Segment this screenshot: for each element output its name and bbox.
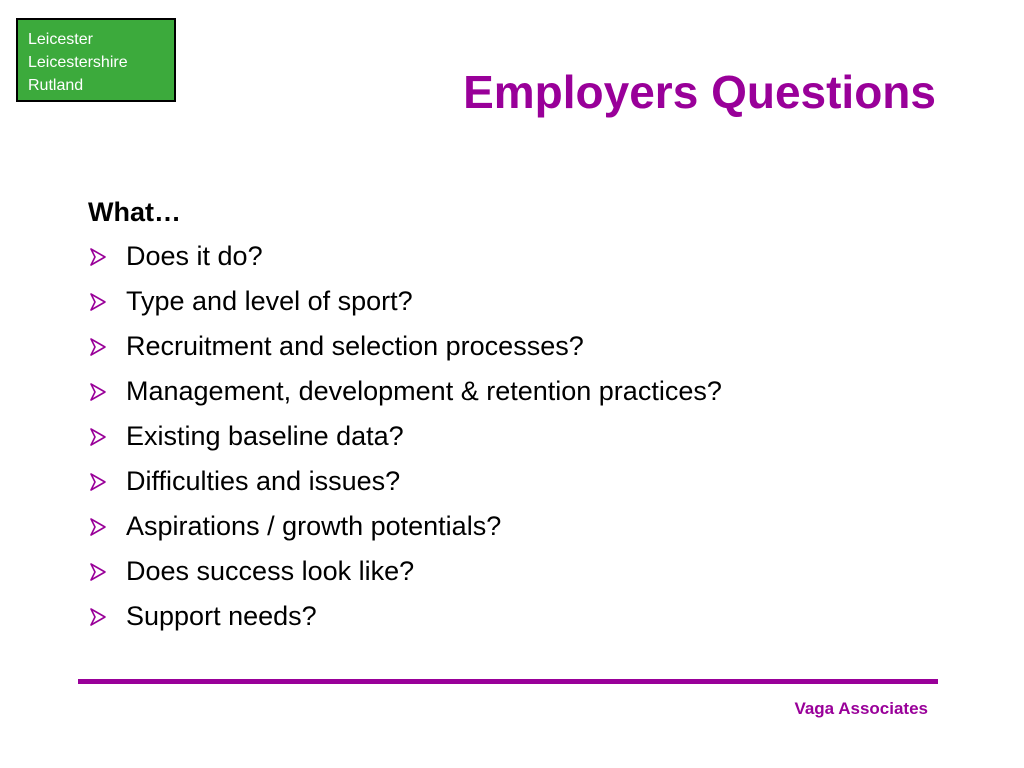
bullet-list [88,234,988,639]
arrow-bullet-icon [88,427,126,447]
arrow-bullet-icon [88,472,126,492]
bullet-item [88,324,988,369]
lead-heading: What… [88,197,181,227]
bullet-text: Does it do? [126,241,263,271]
bullet-item [88,504,988,549]
arrow-bullet-icon [88,607,126,627]
arrow-bullet-icon [88,337,126,357]
bullet-text: Does success look like? [126,556,415,586]
bullet-item [88,549,988,594]
arrow-bullet-icon [88,517,126,537]
logo-line-3: Rutland [28,77,84,94]
footer-credit: Vaga Associates [794,699,928,718]
logo-line-1: Leicester [28,31,93,48]
arrow-bullet-icon [88,247,126,267]
bullet-text: Existing baseline data? [126,421,404,451]
bullet-text: Support needs? [126,601,317,631]
bullet-text: Recruitment and selection processes? [126,331,584,361]
bullet-text: Type and level of sport? [126,286,413,316]
logo-leicester-leicestershire-rutland [16,18,176,102]
slide-content [88,190,988,639]
bullet-text: Management, development & retention practices? [126,376,722,406]
bullet-item [88,234,988,279]
arrow-bullet-icon [88,382,126,402]
logo-line-2: Leicestershire [28,54,128,71]
arrow-bullet-icon [88,562,126,582]
page-title: Employers Questions [463,66,936,118]
bullet-text: Aspirations / growth potentials? [126,511,502,541]
bullet-text: Difficulties and issues? [126,466,401,496]
footer-divider [78,679,938,684]
bullet-item [88,414,988,459]
bullet-item [88,369,988,414]
bullet-item [88,279,988,324]
arrow-bullet-icon [88,292,126,312]
bullet-item [88,459,988,504]
bullet-item [88,594,988,639]
